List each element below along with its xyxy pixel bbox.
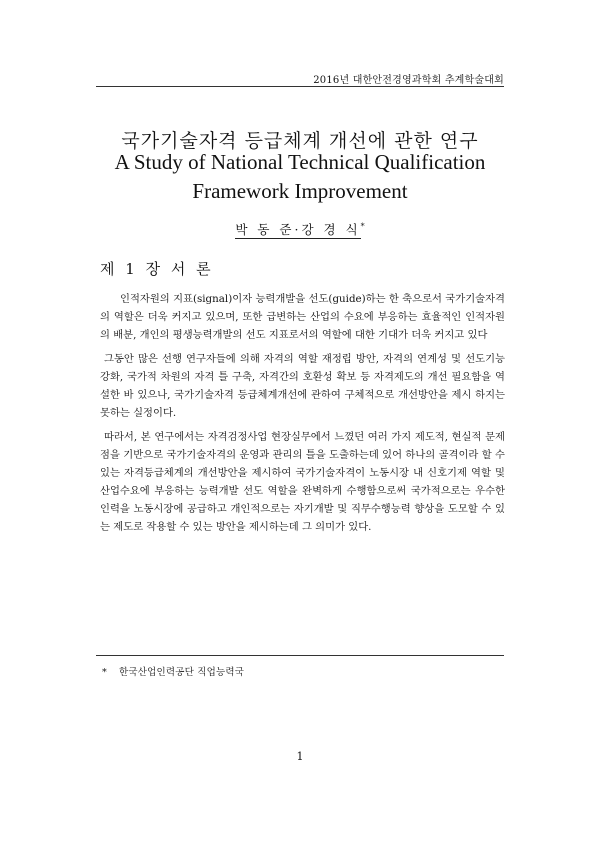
footnote-divider <box>96 655 504 656</box>
running-header: 2016년 대한안전경영과학회 추계학술대회 <box>313 75 504 86</box>
footnote-marker: * <box>102 667 107 678</box>
paragraph: 그동안 많은 선행 연구자들에 의해 자격의 역할 재정립 방안, 자격의 연계성 및 선도기능 강화, 국가적 차원의 자격 틀 구축, 자격간의 호환성 확보 등 자격제도의 개선 필요함을 역설한 바 있으나, 국가기술자격 등급체계개선에 관하여 구체적으로 개선방안을 제시 하지는 못하는 실정이다. <box>100 353 505 419</box>
author-line <box>0 220 600 238</box>
header-divider <box>96 86 504 87</box>
body-text <box>100 290 505 542</box>
author-footnote-marker: * <box>360 221 365 231</box>
footnote <box>102 664 244 678</box>
author-names: 박 동 준·강 경 식 <box>235 222 361 237</box>
paragraph: 인적자원의 지표(signal)이자 능력개발을 선도(guide)하는 한 축으로서 국가기술자격의 역할은 더욱 커지고 있으며, 또한 급변하는 산업의 수요에 부응하는 효율적인 인적자원의 배분, 개인의 평생능력개발의 선도 지표로서의 역할에 대한 기대가 더욱 커지고 있다 <box>100 293 505 341</box>
footnote-text: 한국산업인력공단 직업능력국 <box>118 667 245 678</box>
paper-title-korean: 국가기술자격 등급체계 개선에 관한 연구 <box>121 130 479 152</box>
paper-title-english-line2: Framework Improvement <box>192 179 408 203</box>
paragraph: 따라서, 본 연구에서는 자격검정사업 현장실무에서 느꼈던 여러 가지 제도적, 현실적 문제점을 기반으로 국가기술자격의 운영과 관리의 틀을 도출하는데 있어 하나의 골격이라 할 수 있는 자격등급체계의 개선방안을 제시하여 국가기술자격이 노동시장 내 신호기제 역할 및 산업수요에 부응하는 능력개발 선도 역할을 완벽하게 수행함으로써 국가적으로는 우수한 인력을 노동시장에 공급하고 개인적으로는 자기개발 및 직무수행능력 향상을 도모할 수 있는 제도로 작용할 수 있는 방안을 제시하는데 그 의미가 있다. <box>100 431 505 533</box>
page-number: 1 <box>296 750 304 763</box>
paper-title-english <box>0 148 600 206</box>
section-heading: 제 1 장 서 론 <box>100 260 214 278</box>
paper-title-english-line1: A Study of National Technical Qualification <box>114 150 486 174</box>
